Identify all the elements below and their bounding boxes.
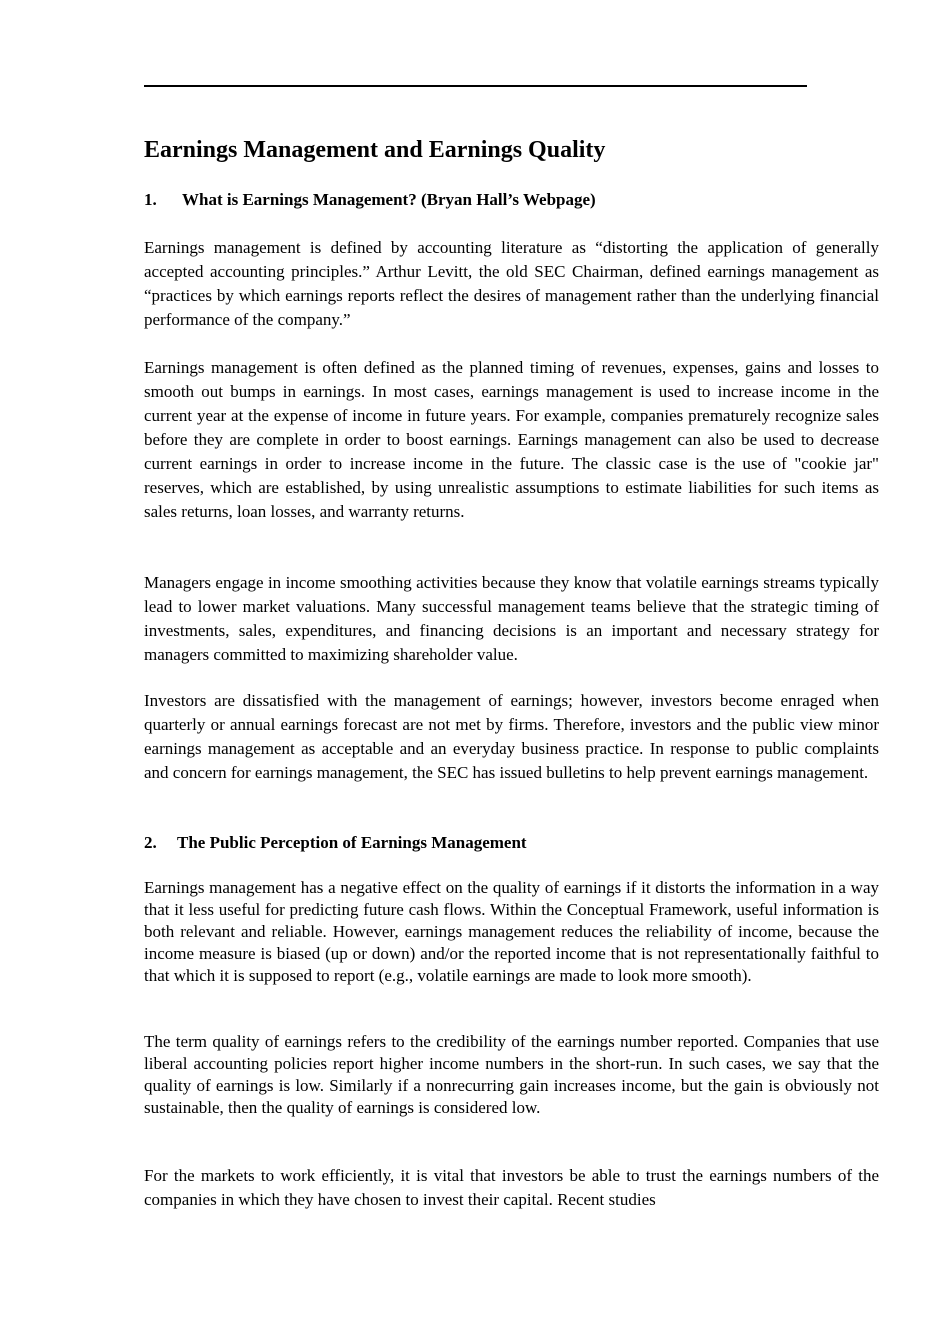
- section-heading-1: [144, 188, 596, 212]
- paragraph-markets: For the markets to work efficiently, it is vital that investors be able to trust the earnings numbers of the companies in which they have chosen to invest their capital. Recent studies: [144, 1166, 879, 1209]
- section-number: 1.: [144, 190, 157, 209]
- section-number: 2.: [144, 833, 157, 852]
- section-title: The Public Perception of Earnings Management: [177, 833, 527, 852]
- header-rule: [144, 85, 807, 87]
- paragraph-definition: Earnings management is defined by accounting literature as “distorting the application of generally accepted accounting principles.” Arthur Levitt, the old SEC Chairman, defined earnings management as “practices by which earnings reports reflect the desires of management rather than the underlying financial performance of the company.”: [144, 238, 879, 329]
- paragraph-timing: Earnings management is often defined as the planned timing of revenues, expenses, gains and losses to smooth out bumps in earnings. In most cases, earnings management is used to increase income in the current year at the expense of income in future years. For example, companies prematurely recognize sales before they are complete in order to boost earnings. Earnings management can also be used to decrease current earnings in order to increase income in the future. The classic case is the use of "cookie jar" reserves, which are established, by using unrealistic assumptions to estimate liabilities for such items as sales returns, loan losses, and warranty returns.: [144, 358, 879, 521]
- section-heading-2: [144, 831, 527, 855]
- section-title: What is Earnings Management? (Bryan Hall’s Webpage): [182, 190, 596, 209]
- document-title: Earnings Management and Earnings Quality: [144, 137, 606, 163]
- paragraph-smoothing: Managers engage in income smoothing activities because they know that volatile earnings streams typically lead to lower market valuations. Many successful management teams believe that the strategic timing of investments, sales, expenditures, and financing decisions is an important and necessary strategy for managers committed to maximizing shareholder value.: [144, 573, 879, 664]
- paragraph-quality-term: The term quality of earnings refers to the credibility of the earnings number reported. Companies that use liberal accounting policies report higher income numbers in the short-run. In such cases, we say that the quality of earnings is low. Similarly if a nonrecurring gain increases income, but the gain is obviously not sustainable, then the quality of earnings is considered low.: [144, 1032, 879, 1117]
- paragraph-quality-effect: Earnings management has a negative effect on the quality of earnings if it distorts the information in a way that it less useful for predicting future cash flows. Within the Conceptual Framework, useful information is both relevant and reliable. However, earnings management reduces the reliability of income, because the income measure is biased (up or down) and/or the reported income that is not representationally faithful to that which it is supposed to report (e.g., volatile earnings are made to look more smooth).: [144, 878, 879, 985]
- paragraph-investors: Investors are dissatisfied with the management of earnings; however, investors become enraged when quarterly or annual earnings forecast are not met by firms. Therefore, investors and the public view minor earnings management as acceptable and an everyday business practice. In response to public complaints and concern for earnings management, the SEC has issued bulletins to help prevent earnings management.: [144, 691, 879, 782]
